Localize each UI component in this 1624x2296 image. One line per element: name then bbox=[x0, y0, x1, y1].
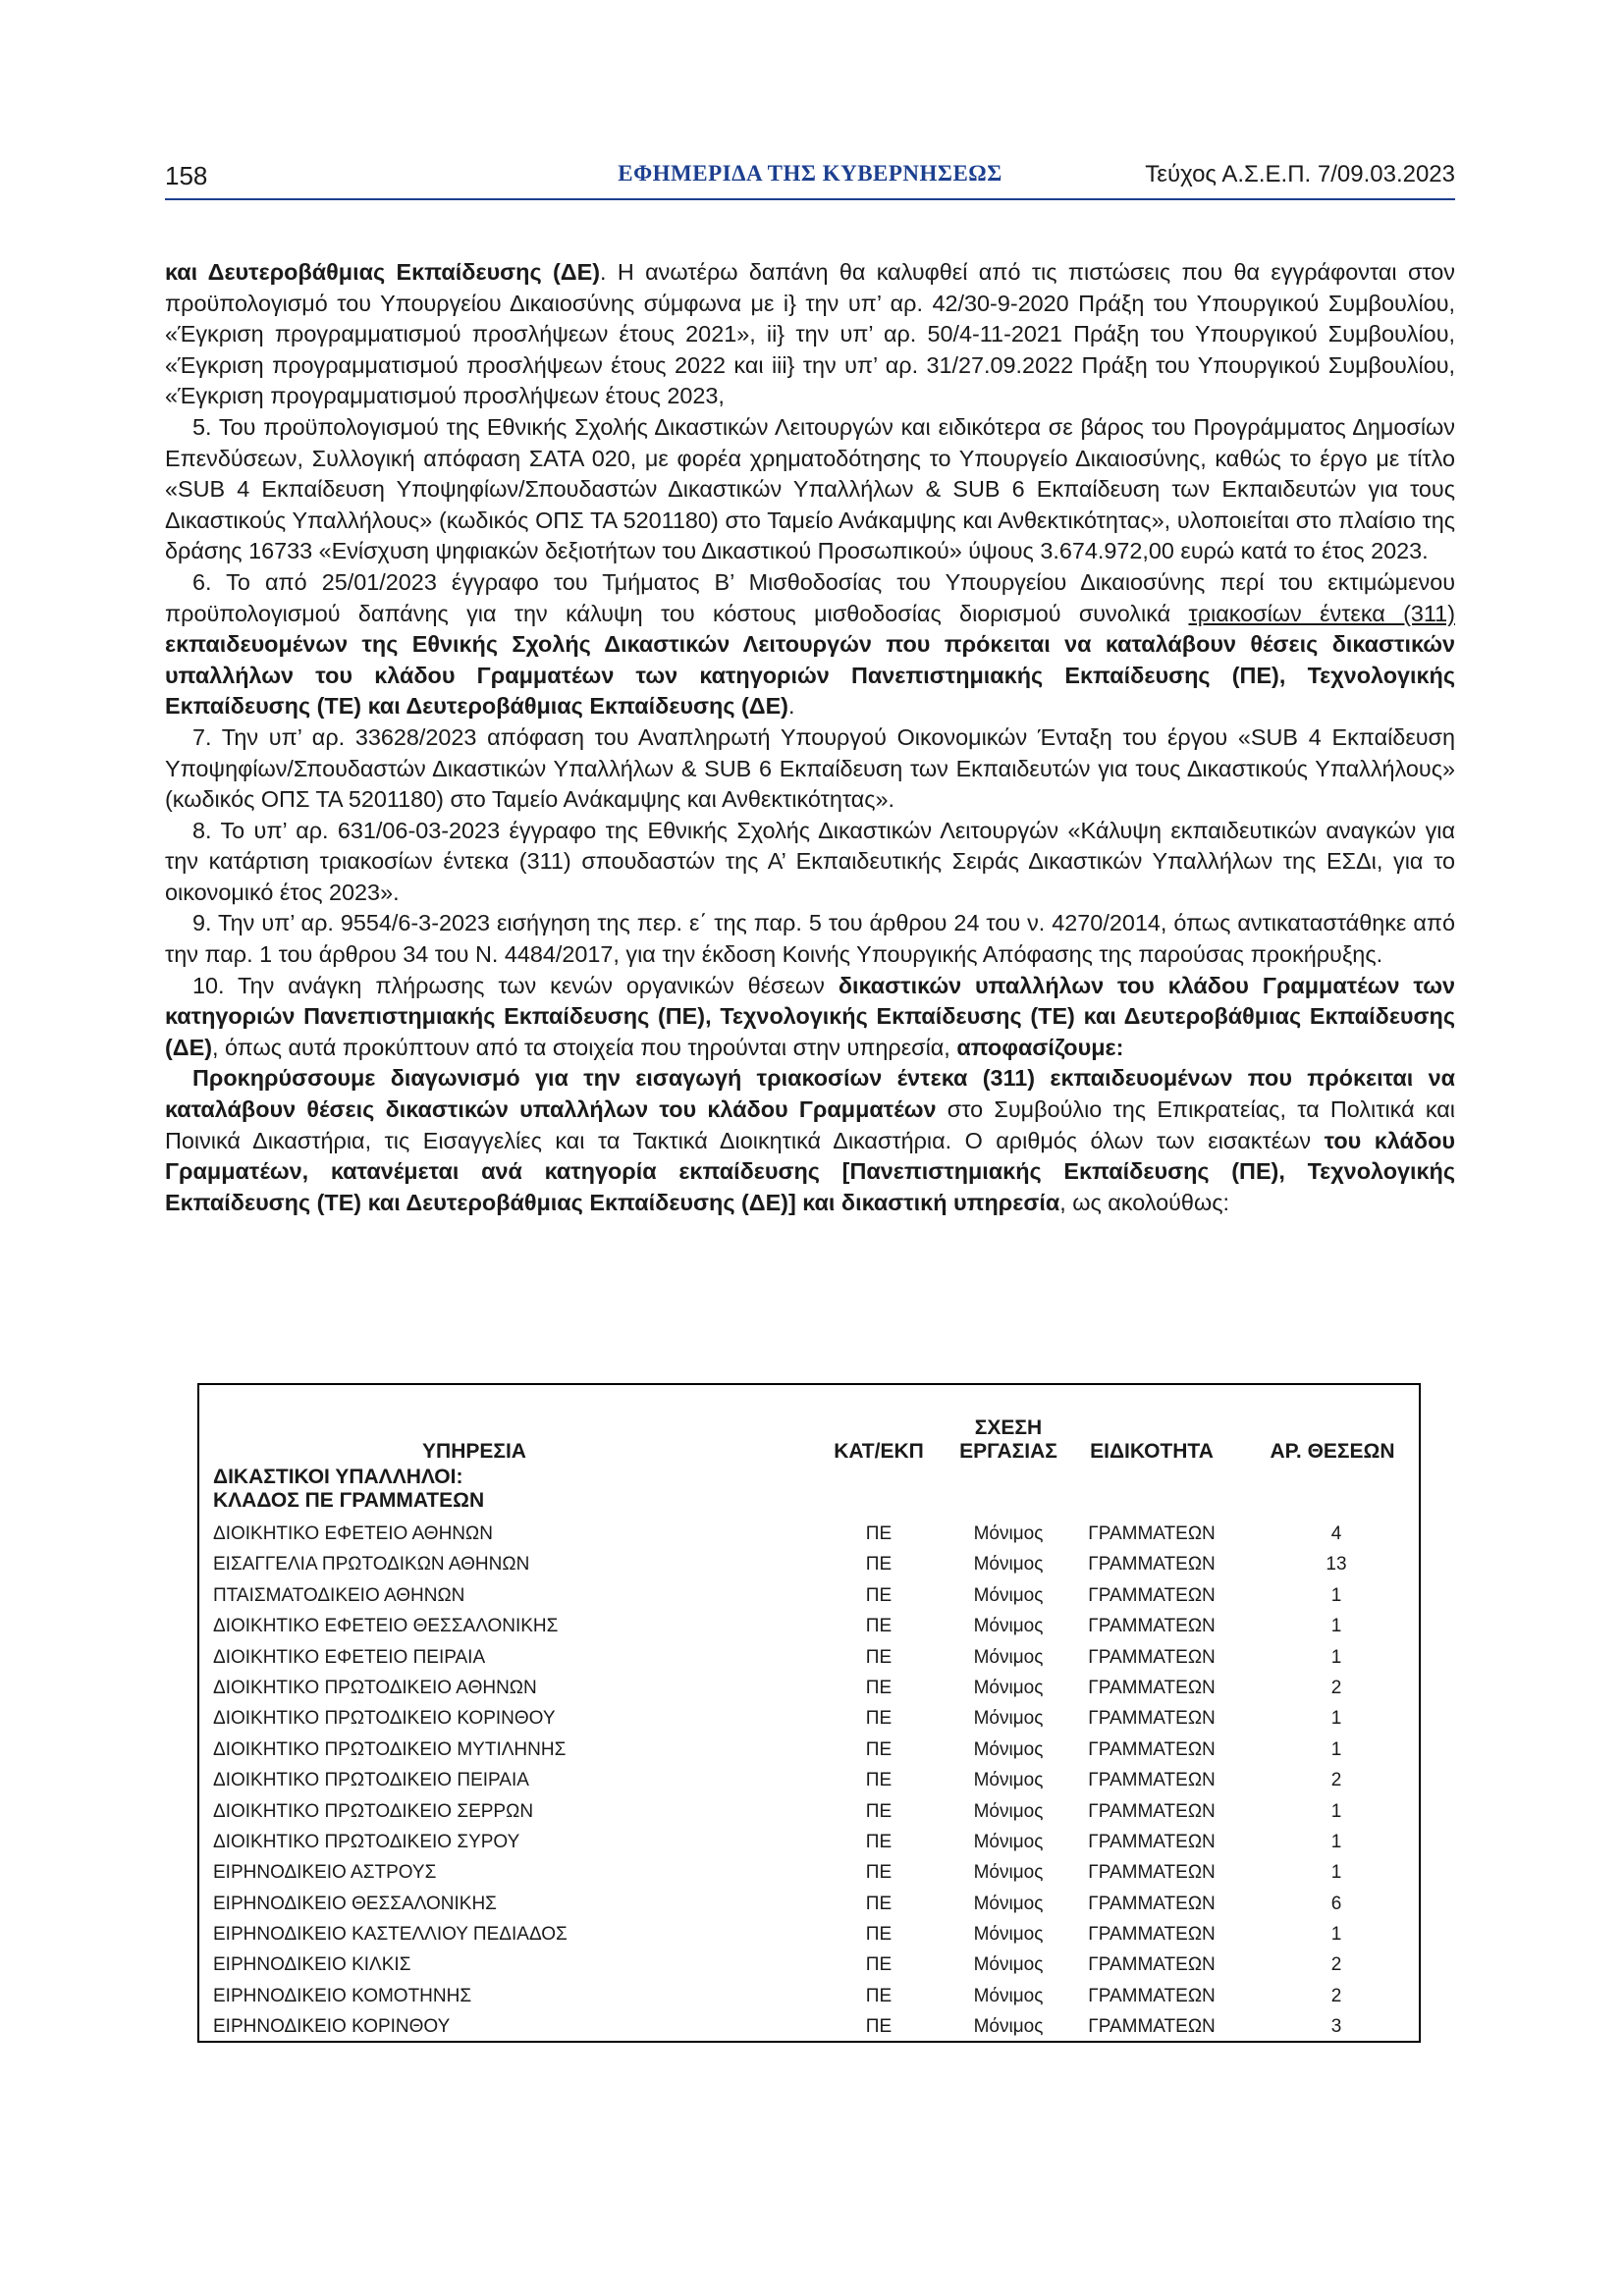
cell-positions: 2 bbox=[1330, 1985, 1342, 2006]
cell-service: ΠΤΑΙΣΜΑΤΟΔΙΚΕΙΟ ΑΘΗΝΩΝ bbox=[213, 1584, 465, 1606]
cell-specialty: ΓΡΑΜΜΑΤΕΩΝ bbox=[1088, 1924, 1216, 1946]
text-run: . bbox=[787, 693, 795, 720]
header-specialty: ΕΙΔΙΚΟΤΗΤΑ bbox=[1090, 1440, 1214, 1463]
section-title: ΔΙΚΑΣΤΙΚΟΙ ΥΠΑΛΛΗΛΟΙ: ΚΛΑΔΟΣ ΠΕ ΓΡΑΜΜΑΤΕΩΝ bbox=[213, 1466, 485, 1512]
cell-category: ΠΕ bbox=[865, 1708, 893, 1730]
cell-relation: Μόνιμος bbox=[973, 1924, 1044, 1946]
cell-service: ΕΙΡΗΝΟΔΙΚΕΙΟ ΚΟΜΟΤΗΝΗΣ bbox=[213, 1985, 472, 2006]
header-category: ΚΑΤ/ΕΚΠ bbox=[834, 1440, 924, 1463]
cell-service: ΔΙΟΙΚΗΤΙΚΟ ΠΡΩΤΟΔΙΚΕΙΟ ΑΘΗΝΩΝ bbox=[213, 1677, 537, 1698]
paragraph-5: 5. Του προϋπολογισμού της Εθνικής Σχολής Δικαστικών Λειτουργών και ειδικότερα σε βάρος του Προγράμματος Δημοσίων Επενδύσεων, Συλλογική απόφαση ΣΑΤΑ 020, με φορέα χρηματοδότησης το Υπουργείο Δικαιοσύνης, καθώς το έργο με τίτλο «SUB 4 Εκπαίδευση Υποψηφίων/Σπουδαστών Δικαστικών Υπαλλήλων & SUB 6 Εκπαίδευση των Εκπαιδευτών για τους Δικαστικούς Υπαλλήλους» (κωδικός ΟΠΣ ΤΑ 5201180) στο Ταμείο Ανάκαμψης και Ανθεκτικότητας», υλοποιείται στο πλαίσιο της δράσης 16733 «Ενίσχυση ψηφιακών δεξιοτήτων του Δικαστικού Προσωπικού» ύψους 3.674.972,00 ευρώ κατά το έτος 2023. bbox=[165, 413, 1455, 564]
cell-positions: 13 bbox=[1326, 1554, 1347, 1575]
cell-specialty: ΓΡΑΜΜΑΤΕΩΝ bbox=[1088, 1616, 1216, 1637]
cell-service: ΕΙΡΗΝΟΔΙΚΕΙΟ ΚΑΣΤΕΛΛΙΟΥ ΠΕΔΙΑΔΟΣ bbox=[213, 1924, 568, 1946]
cell-specialty: ΓΡΑΜΜΑΤΕΩΝ bbox=[1088, 1646, 1216, 1668]
cell-specialty: ΓΡΑΜΜΑΤΕΩΝ bbox=[1088, 2016, 1216, 2038]
table-row bbox=[199, 1611, 1419, 1641]
cell-category: ΠΕ bbox=[865, 1893, 893, 1914]
cell-positions: 1 bbox=[1330, 1831, 1342, 1852]
cell-positions: 1 bbox=[1330, 1862, 1342, 1884]
header-relation-line2: ΕΡΓΑΣΙΑΣ bbox=[959, 1440, 1057, 1463]
table-row bbox=[199, 2011, 1419, 2042]
text-run: , όπως αυτά προκύπτουν από τα στοιχεία που τηρούνται στην υπηρεσία, bbox=[212, 1034, 957, 1060]
paragraph-6 bbox=[165, 567, 1455, 722]
paragraph-9: 9. Την υπ’ αρ. 9554/6-3-2023 εισήγηση της περ. ε΄ της παρ. 5 του άρθρου 24 του ν. 4270/2014, όπως αντικαταστάθηκε από την παρ. 1 του άρθρου 34 του Ν. 4484/2017, για την έκδοση Κοινής Υπουργικής Απόφασης της παρούσας προκήρυξης. bbox=[165, 910, 1455, 968]
cell-service: ΕΙΡΗΝΟΔΙΚΕΙΟ ΑΣΤΡΟΥΣ bbox=[213, 1862, 437, 1884]
cell-category: ΠΕ bbox=[865, 1770, 893, 1791]
cell-service: ΔΙΟΙΚΗΤΙΚΟ ΕΦΕΤΕΙΟ ΘΕΣΣΑΛΟΝΙΚΗΣ bbox=[213, 1616, 559, 1637]
cell-service: ΕΙΡΗΝΟΔΙΚΕΙΟ ΚΟΡΙΝΘΟΥ bbox=[213, 2016, 451, 2038]
cell-service: ΔΙΟΙΚΗΤΙΚΟ ΠΡΩΤΟΔΙΚΕΙΟ ΜΥΤΙΛΗΝΗΣ bbox=[213, 1738, 567, 1760]
cell-category: ΠΕ bbox=[865, 1985, 893, 2006]
cell-category: ΠΕ bbox=[865, 1584, 893, 1606]
cell-positions: 2 bbox=[1330, 1677, 1342, 1698]
bold-run: δικαστικών υπαλλήλων του κλάδου Γραμματέων των κατηγοριών Πανεπιστημιακής Εκπαίδευσης (ΠΕ), Τεχνολογικής Εκπαίδευσης (ΤΕ) και Δευτεροβάθμιας Εκπαίδευσης (ΔΕ) bbox=[165, 972, 1455, 1060]
cell-positions: 1 bbox=[1330, 1738, 1342, 1760]
header-positions: ΑΡ. ΘΕΣΕΩΝ bbox=[1270, 1440, 1395, 1463]
cell-specialty: ΓΡΑΜΜΑΤΕΩΝ bbox=[1088, 1770, 1216, 1791]
cell-category: ΠΕ bbox=[865, 1677, 893, 1698]
cell-relation: Μόνιμος bbox=[973, 1616, 1044, 1637]
table-row bbox=[199, 1549, 1419, 1579]
bold-run: εκπαιδευομένων της Εθνικής Σχολής Δικαστικών Λειτουργών που πρόκειται να καταλάβουν θέσεις δικαστικών υπαλλήλων του κλάδου Γραμματέων των κατηγοριών Πανεπιστημιακής Εκπαίδευσης (ΠΕ), Τεχνολογικής Εκπαίδευσης (ΤΕ) και Δευτεροβάθμιας Εκπαίδευσης (ΔΕ) bbox=[165, 631, 1455, 720]
cell-category: ΠΕ bbox=[865, 1924, 893, 1946]
cell-service: ΔΙΟΙΚΗΤΙΚΟ ΠΡΩΤΟΔΙΚΕΙΟ ΚΟΡΙΝΘΟΥ bbox=[213, 1708, 556, 1730]
cell-relation: Μόνιμος bbox=[973, 2016, 1044, 2038]
cell-specialty: ΓΡΑΜΜΑΤΕΩΝ bbox=[1088, 1677, 1216, 1698]
table-row bbox=[199, 1673, 1419, 1703]
cell-positions: 6 bbox=[1330, 1893, 1342, 1914]
cell-specialty: ΓΡΑΜΜΑΤΕΩΝ bbox=[1088, 1584, 1216, 1606]
cell-category: ΠΕ bbox=[865, 1800, 893, 1822]
table-row bbox=[199, 1796, 1419, 1827]
cell-relation: Μόνιμος bbox=[973, 1893, 1044, 1914]
cell-positions: 1 bbox=[1330, 1584, 1342, 1606]
cell-relation: Μόνιμος bbox=[973, 1770, 1044, 1791]
cell-specialty: ΓΡΑΜΜΑΤΕΩΝ bbox=[1088, 1831, 1216, 1852]
cell-positions: 2 bbox=[1330, 1954, 1342, 1976]
text-run: 6. Το από 25/01/2023 έγγραφο του Τμήματος Β’ Μισθοδοσίας του Υπουργείου Δικαιοσύνης περί του εκτιμώμενου προϋπολογισμού δαπάνης για την κάλυψη του κόστους μισθοδοσίας διορισμού συνολικά bbox=[165, 568, 1455, 626]
page-header bbox=[165, 157, 1455, 200]
cell-service: ΔΙΟΙΚΗΤΙΚΟ ΠΡΩΤΟΔΙΚΕΙΟ ΣΕΡΡΩΝ bbox=[213, 1800, 534, 1822]
cell-specialty: ΓΡΑΜΜΑΤΕΩΝ bbox=[1088, 1893, 1216, 1914]
cell-service: ΕΙΡΗΝΟΔΙΚΕΙΟ ΘΕΣΣΑΛΟΝΙΚΗΣ bbox=[213, 1893, 497, 1914]
text-run: στο Συμβούλιο της Επικρατείας, τα Πολιτικά και Ποινικά Δικαστήρια, τις Εισαγγελίες και τα Τακτικά Διοικητικά Δικαστήρια. Ο αριθμός όλων των εισακτέων bbox=[165, 1096, 1455, 1153]
cell-specialty: ΓΡΑΜΜΑΤΕΩΝ bbox=[1088, 1554, 1216, 1575]
table-row bbox=[199, 1949, 1419, 1980]
cell-category: ΠΕ bbox=[865, 1954, 893, 1976]
cell-service: ΕΙΡΗΝΟΔΙΚΕΙΟ ΚΙΛΚΙΣ bbox=[213, 1954, 411, 1976]
page-number: 158 bbox=[165, 161, 208, 190]
cell-specialty: ΓΡΑΜΜΑΤΕΩΝ bbox=[1088, 1954, 1216, 1976]
paragraph-7: 7. Την υπ’ αρ. 33628/2023 απόφαση του Αναπληρωτή Υπουργού Οικονομικών Ένταξη του έργου «SUB 4 Εκπαίδευση Υποψηφίων/Σπουδαστών Δικαστικών Υπαλλήλων & SUB 6 Εκπαίδευση των Εκπαιδευτών για τους Δικαστικούς Υπαλλήλους» (κωδικός ΟΠΣ ΤΑ 5201180) στο Ταμείο Ανάκαμψης και Ανθεκτικότητας». bbox=[165, 723, 1455, 813]
cell-positions: 1 bbox=[1330, 1646, 1342, 1668]
cell-specialty: ΓΡΑΜΜΑΤΕΩΝ bbox=[1088, 1738, 1216, 1760]
bold-run: Προκηρύσσουμε διαγωνισμό για την εισαγωγή τριακοσίων έντεκα (311) εκπαιδευομένων που πρόκειται να καταλάβουν θέσεις δικαστικών υπαλλήλων του κλάδου Γραμματέων bbox=[165, 1065, 1455, 1123]
cell-specialty: ΓΡΑΜΜΑΤΕΩΝ bbox=[1088, 1800, 1216, 1822]
issue-label: Τεύχος Α.Σ.Ε.Π. 7/09.03.2023 bbox=[1145, 161, 1455, 187]
cell-category: ΠΕ bbox=[865, 1862, 893, 1884]
paragraph-10 bbox=[165, 971, 1455, 1064]
cell-relation: Μόνιμος bbox=[973, 1523, 1044, 1544]
cell-positions: 2 bbox=[1330, 1770, 1342, 1791]
cell-positions: 1 bbox=[1330, 1708, 1342, 1730]
cell-positions: 4 bbox=[1330, 1523, 1342, 1544]
table-row bbox=[199, 1981, 1419, 2011]
table-row bbox=[199, 1703, 1419, 1734]
text-run: 10. Την ανάγκη πλήρωσης των κενών οργανικών θέσεων bbox=[192, 972, 839, 998]
bold-run: και Δευτεροβάθμιας Εκπαίδευσης (ΔΕ) bbox=[165, 259, 600, 285]
table-row bbox=[199, 1735, 1419, 1765]
cell-relation: Μόνιμος bbox=[973, 1831, 1044, 1852]
cell-category: ΠΕ bbox=[865, 2016, 893, 2038]
cell-relation: Μόνιμος bbox=[973, 1862, 1044, 1884]
cell-positions: 1 bbox=[1330, 1924, 1342, 1946]
cell-positions: 3 bbox=[1330, 2016, 1342, 2038]
header-service: ΥΠΗΡΕΣΙΑ bbox=[422, 1440, 526, 1463]
table-body bbox=[199, 1519, 1419, 2043]
cell-relation: Μόνιμος bbox=[973, 1584, 1044, 1606]
table-row bbox=[199, 1857, 1419, 1888]
announcement-paragraph bbox=[165, 1063, 1455, 1218]
cell-category: ΠΕ bbox=[865, 1831, 893, 1852]
header-relation-line1: ΣΧΕΣΗ bbox=[974, 1416, 1043, 1439]
cell-specialty: ΓΡΑΜΜΑΤΕΩΝ bbox=[1088, 1708, 1216, 1730]
table-row bbox=[199, 1919, 1419, 1949]
text-run: , ως ακολούθως: bbox=[1059, 1189, 1229, 1215]
cell-category: ΠΕ bbox=[865, 1646, 893, 1668]
table-row bbox=[199, 1765, 1419, 1795]
cell-service: ΔΙΟΙΚΗΤΙΚΟ ΠΡΩΤΟΔΙΚΕΙΟ ΠΕΙΡΑΙΑ bbox=[213, 1770, 529, 1791]
cell-relation: Μόνιμος bbox=[973, 1708, 1044, 1730]
gazette-title: ΕΦΗΜΕΡΙΔΑ ΤΗΣ ΚΥΒΕΡΝΗΣΕΩΣ bbox=[618, 161, 1002, 186]
table-row bbox=[199, 1519, 1419, 1549]
cell-category: ΠΕ bbox=[865, 1616, 893, 1637]
cell-positions: 1 bbox=[1330, 1800, 1342, 1822]
cell-specialty: ΓΡΑΜΜΑΤΕΩΝ bbox=[1088, 1862, 1216, 1884]
underlined-run: τριακοσίων έντεκα (311) bbox=[1188, 600, 1455, 626]
cell-category: ΠΕ bbox=[865, 1523, 893, 1544]
cell-category: ΠΕ bbox=[865, 1554, 893, 1575]
cell-relation: Μόνιμος bbox=[973, 1677, 1044, 1698]
cell-relation: Μόνιμος bbox=[973, 1954, 1044, 1976]
table-row bbox=[199, 1580, 1419, 1611]
cell-relation: Μόνιμος bbox=[973, 1738, 1044, 1760]
cell-service: ΕΙΣΑΓΓΕΛΙΑ ΠΡΩΤΟΔΙΚΩΝ ΑΘΗΝΩΝ bbox=[213, 1554, 530, 1575]
cell-relation: Μόνιμος bbox=[973, 1800, 1044, 1822]
cell-specialty: ΓΡΑΜΜΑΤΕΩΝ bbox=[1088, 1985, 1216, 2006]
cell-service: ΔΙΟΙΚΗΤΙΚΟ ΕΦΕΤΕΙΟ ΠΕΙΡΑΙΑ bbox=[213, 1646, 486, 1668]
cell-positions: 1 bbox=[1330, 1616, 1342, 1637]
cell-relation: Μόνιμος bbox=[973, 1985, 1044, 2006]
bold-run: αποφασίζουμε: bbox=[956, 1034, 1124, 1060]
table-header bbox=[199, 1385, 1419, 1513]
body-text bbox=[165, 257, 1455, 1218]
text-run: . Η ανωτέρω δαπάνη θα καλυφθεί από τις πιστώσεις που θα εγγράφονται στον προϋπολογισμό του Υπουργείου Δικαιοσύνης σύμφωνα με i} την υπ’ αρ. 42/30-9-2020 Πράξη του Υπουργικού Συμβουλίου, «Έγκριση προγραμματισμού προσλήψεων έτους 2021», ii} την υπ’ αρ. 50/4-11-2021 Πράξη του Υπουργικού Συμβουλίου, «Έγκριση προγραμματισμού προσλήψεων έτους 2022 και iii} την υπ’ αρ. 31/27.09.2022 Πράξη του Υπουργικού Συμβουλίου, «Έγκριση προγραμματισμού προσλήψεων έτους 2023, bbox=[165, 259, 1456, 409]
header-rule bbox=[165, 198, 1455, 200]
cell-service: ΔΙΟΙΚΗΤΙΚΟ ΕΦΕΤΕΙΟ ΑΘΗΝΩΝ bbox=[213, 1523, 493, 1544]
paragraph-4-continued bbox=[165, 257, 1455, 412]
positions-table bbox=[197, 1383, 1421, 2043]
table-row bbox=[199, 1827, 1419, 1857]
paragraph-8: 8. Το υπ’ αρ. 631/06-03-2023 έγγραφο της Εθνικής Σχολής Δικαστικών Λειτουργών «Κάλυψη εκπαιδευτικών αναγκών για την κατάρτιση τριακοσίων έντεκα (311) σπουδαστών της Α’ Εκπαιδευτικής Σειράς Δικαστικών Υπαλλήλων της ΕΣΔι, για το οικονομικό έτος 2023». bbox=[165, 817, 1455, 905]
cell-service: ΔΙΟΙΚΗΤΙΚΟ ΠΡΩΤΟΔΙΚΕΙΟ ΣΥΡΟΥ bbox=[213, 1831, 520, 1852]
cell-category: ΠΕ bbox=[865, 1738, 893, 1760]
cell-relation: Μόνιμος bbox=[973, 1554, 1044, 1575]
table-row bbox=[199, 1642, 1419, 1673]
bold-run: του κλάδου Γραμματέων, κατανέμεται ανά κατηγορία εκπαίδευσης [Πανεπιστημιακής Εκπαίδευσης (ΠΕ), Τεχνολογικής Εκπαίδευσης (ΤΕ) και Δευτεροβάθμιας Εκπαίδευσης (ΔΕ)] και δικαστική υπηρεσία bbox=[165, 1127, 1456, 1215]
table-row bbox=[199, 1889, 1419, 1919]
cell-relation: Μόνιμος bbox=[973, 1646, 1044, 1668]
cell-specialty: ΓΡΑΜΜΑΤΕΩΝ bbox=[1088, 1523, 1216, 1544]
